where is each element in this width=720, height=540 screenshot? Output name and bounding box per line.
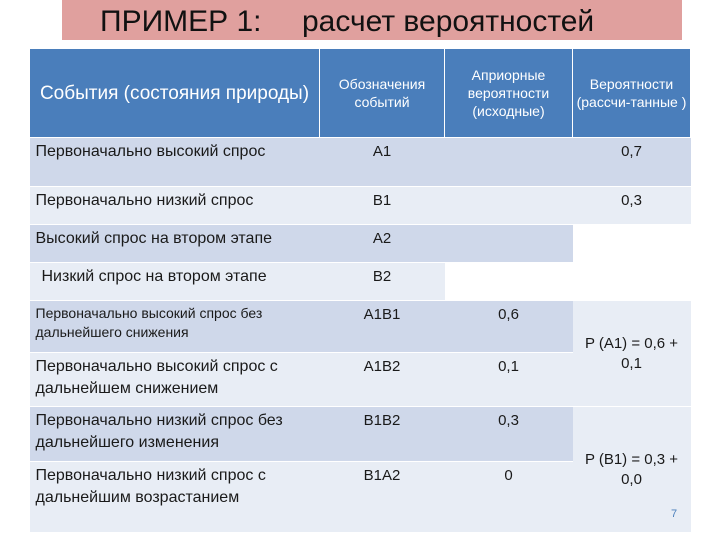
title-example-label: ПРИМЕР 1: bbox=[100, 5, 262, 38]
prior-cell bbox=[445, 138, 573, 187]
calc-cell: 0,3 bbox=[573, 187, 691, 225]
calc-cell bbox=[573, 225, 691, 263]
calc-cell bbox=[573, 263, 691, 301]
code-cell: A1 bbox=[320, 138, 445, 187]
calc-merged-pa1: P (A1) = 0,6 + 0,1 bbox=[573, 301, 691, 407]
slide-title bbox=[62, 0, 682, 40]
code-cell: B1 bbox=[320, 187, 445, 225]
prior-cell bbox=[445, 187, 573, 225]
table-row bbox=[30, 225, 691, 263]
header-events: События (состояния природы) bbox=[30, 49, 320, 138]
event-cell: Низкий спрос на втором этапе bbox=[30, 263, 320, 301]
header-prior-probabilities: Априорные вероятности (исходные) bbox=[445, 49, 573, 138]
calc-cell: 0,7 bbox=[573, 138, 691, 187]
event-cell: Высокий спрос на втором этапе bbox=[30, 225, 320, 263]
code-cell: B1B2 bbox=[320, 407, 445, 462]
event-cell: Первоначально высокий спрос bbox=[30, 138, 320, 187]
header-designations: Обозначения событий bbox=[320, 49, 445, 138]
title-topic: расчет вероятностей bbox=[302, 5, 595, 38]
prior-cell bbox=[445, 263, 573, 301]
event-cell: Первоначально низкий спрос bbox=[30, 187, 320, 225]
prior-cell bbox=[445, 225, 573, 263]
table-header-row bbox=[30, 49, 691, 138]
code-cell: B1A2 bbox=[320, 462, 445, 533]
event-cell: Первоначально высокий спрос с дальнейшем снижением bbox=[30, 353, 320, 407]
event-cell: Первоначально высокий спрос без дальнейшего снижения bbox=[30, 301, 320, 353]
prior-cell: 0,3 bbox=[445, 407, 573, 462]
event-cell: Первоначально низкий спрос без дальнейшего изменения bbox=[30, 407, 320, 462]
code-cell: B2 bbox=[320, 263, 445, 301]
event-cell: Первоначально низкий спрос с дальнейшим возрастанием bbox=[30, 462, 320, 533]
prior-cell: 0,6 bbox=[445, 301, 573, 353]
probability-table bbox=[29, 48, 691, 533]
table-row bbox=[30, 138, 691, 187]
code-cell: A2 bbox=[320, 225, 445, 263]
prior-cell: 0,1 bbox=[445, 353, 573, 407]
table-row bbox=[30, 263, 691, 301]
table-row bbox=[30, 407, 691, 462]
prior-cell: 0 bbox=[445, 462, 573, 533]
page-number: 7 bbox=[671, 508, 678, 520]
table-row bbox=[30, 301, 691, 353]
code-cell: A1B2 bbox=[320, 353, 445, 407]
code-cell: A1B1 bbox=[320, 301, 445, 353]
header-calculated-probabilities: Вероятности (рассчи-танные ) bbox=[573, 49, 691, 138]
table-row bbox=[30, 187, 691, 225]
calc-merged-pb1: P (B1) = 0,3 + 0,0 bbox=[573, 407, 691, 533]
